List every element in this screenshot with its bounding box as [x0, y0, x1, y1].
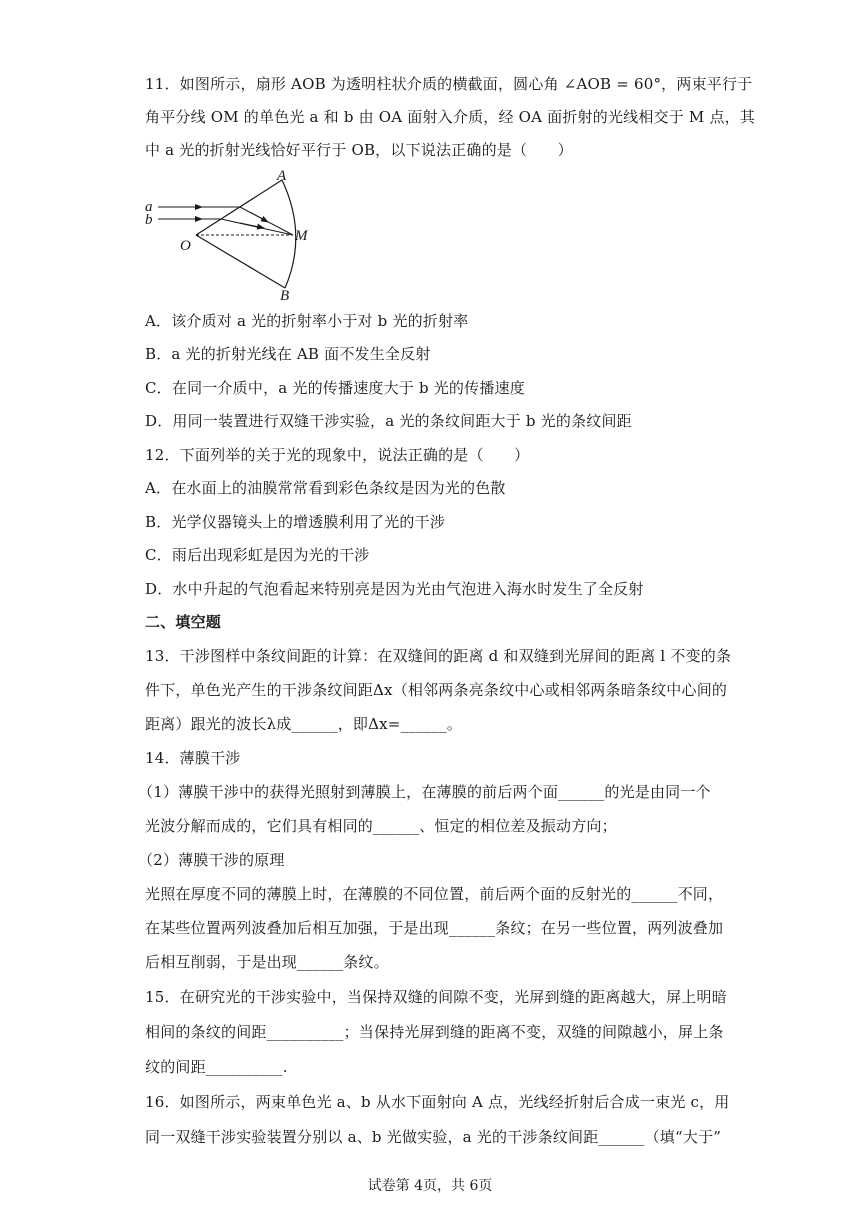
q15-line-3: 纹的间距__________.	[145, 1058, 288, 1076]
q14-p2-title: （2）薄膜干涉的原理	[138, 851, 285, 869]
q16-line-1: 16．如图所示，两束单色光 a、b 从水下面射向 A 点，光线经折射后合成一束光 c，用	[145, 1093, 730, 1111]
q14-p2-line-3: 后相互削弱，于是出现______条纹。	[145, 953, 389, 971]
sector-diagram	[140, 168, 330, 303]
q11-line-3: 中 a 光的折射光线恰好平行于 OB，以下说法正确的是（ ）	[145, 141, 573, 159]
q13-line-1: 13．干涉图样中条纹间距的计算：在双缝间的距离 d 和双缝到光屏间的距离 l 不变的条	[145, 647, 732, 665]
q11-option-a: A．该介质对 a 光的折射率小于对 b 光的折射率	[145, 312, 469, 330]
q14-p2-line-2: 在某些位置两列波叠加后相互加强，于是出现______条纹；在另一些位置，两列波叠加	[145, 919, 724, 937]
q12-stem: 12．下面列举的关于光的现象中，说法正确的是（ ）	[145, 446, 530, 464]
section-heading: 二、填空题	[145, 613, 222, 631]
q14-title: 14．薄膜干涉	[145, 749, 241, 767]
arrow-b-refracted	[240, 223, 264, 228]
label-a: a	[145, 199, 153, 215]
q14-p2-line-1: 光照在厚度不同的薄膜上时，在薄膜的不同位置，前后两个面的反射光的______不同，	[145, 885, 724, 903]
label-A: A	[277, 168, 287, 184]
q11-option-b: B．a 光的折射光线在 AB 面不发生全反射	[145, 345, 431, 363]
page-footer: 试卷第 4页，共 6页	[367, 1178, 493, 1194]
q15-line-1: 15．在研究光的干涉实验中，当保持双缝的间隙不变，光屏到缝的距离越大，屏上明暗	[145, 988, 727, 1006]
label-O: O	[180, 238, 191, 254]
q13-line-3: 距离）跟光的波长λ成______，即Δx=______。	[145, 715, 462, 733]
q14-p1-line-1: （1）薄膜干涉中的获得光照射到薄膜上，在薄膜的前后两个面______的光是由同一个	[138, 783, 711, 801]
arrow-a-refracted	[250, 212, 268, 222]
edge-ob	[196, 235, 285, 288]
q14-p1-line-2: 光波分解而成的，它们具有相同的______、恒定的相位差及振动方向；	[145, 817, 617, 835]
q16-line-2: 同一双缝干涉实验装置分别以 a、b 光做实验，a 光的干涉条纹间距______（填“大于”	[145, 1128, 722, 1146]
q12-option-a: A．在水面上的油膜常常看到彩色条纹是因为光的色散	[145, 479, 506, 497]
q13-line-2: 件下，单色光产生的干涉条纹间距Δx（相邻两条亮条纹中心或相邻两条暗条纹中心间的	[145, 681, 728, 699]
q11-line-2: 角平分线 OM 的单色光 a 和 b 由 OA 面射入介质，经 OA 面折射的光线相交于 M 点，其	[145, 108, 756, 126]
q12-option-c: C．雨后出现彩虹是因为光的干涉	[145, 546, 370, 564]
label-b: b	[145, 212, 153, 228]
q12-option-d: D．水中升起的气泡看起来特别亮是因为光由气泡进入海水时发生了全反射	[145, 580, 644, 598]
label-B: B	[280, 288, 290, 303]
q11-line-1: 11．如图所示，扇形 AOB 为透明柱状介质的横截面，圆心角 ∠AOB = 60°，两束平行于	[145, 75, 753, 93]
label-M: M	[295, 228, 308, 244]
q15-line-2: 相间的条纹的间距__________；当保持光屏到缝的距离不变，双缝的间隙越小，屏上条	[145, 1023, 724, 1041]
q11-option-d: D．用同一装置进行双缝干涉实验，a 光的条纹间距大于 b 光的条纹间距	[145, 412, 632, 430]
q12-option-b: B．光学仪器镜头上的增透膜利用了光的干涉	[145, 513, 446, 531]
q11-option-c: C．在同一介质中，a 光的传播速度大于 b 光的传播速度	[145, 379, 525, 397]
